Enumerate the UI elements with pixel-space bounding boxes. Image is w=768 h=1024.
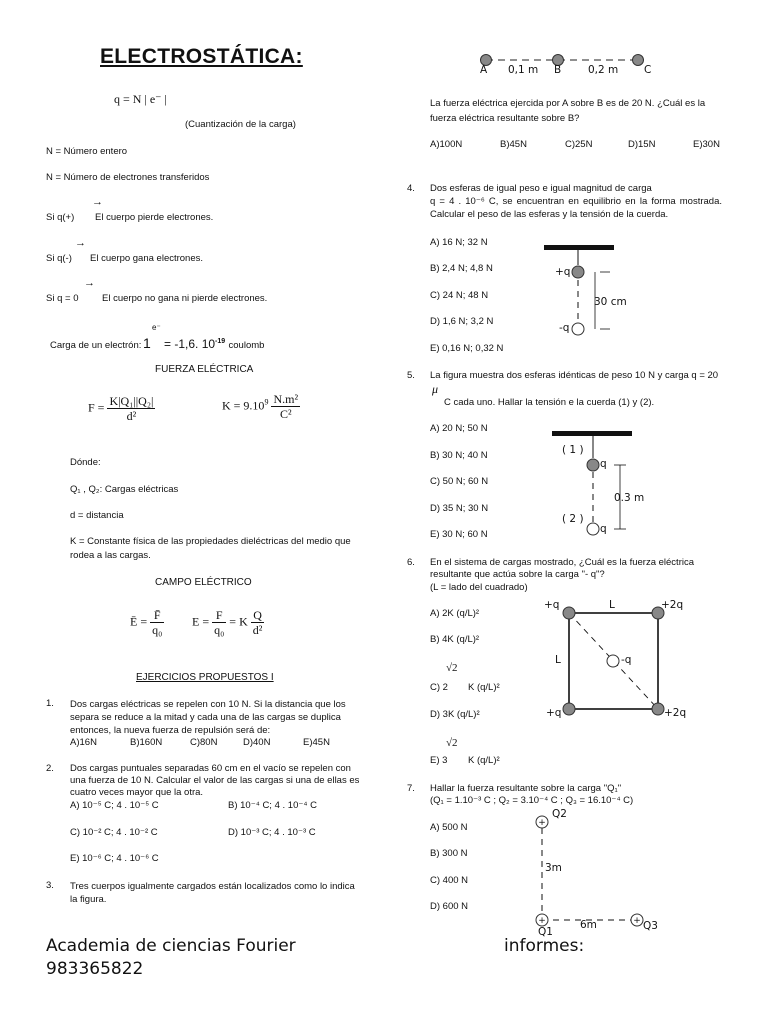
label-horizontal: 6m (580, 919, 597, 931)
label-q2: Q2 (552, 808, 567, 820)
label-bl: +q (546, 707, 562, 719)
problem-number: 3. (46, 880, 54, 891)
label-distance: 0.3 m (614, 492, 645, 504)
e2-numerator-2: Q (251, 608, 265, 623)
donde-k: K = Constante física de las propiedades dieléctricas del medio que rodea a las cargas. (70, 536, 351, 561)
def-n-electrones: N = Número de electrones transferidos (46, 172, 210, 183)
donde-label: Dónde: (70, 457, 101, 468)
option: D) 600 N (430, 901, 469, 912)
option: E) 0,16 N; 0,32 N (430, 343, 504, 354)
option-e: E) 10⁻⁶ C; 4 . 10⁻⁶ C (70, 853, 159, 864)
campo-heading: CAMPO ELÉCTRICO (155, 577, 252, 588)
case-text: El cuerpo no gana ni pierde electrones. (102, 293, 268, 304)
k-lhs: K = 9.10 (222, 398, 265, 413)
option-a: A) 10⁻⁵ C; 4 . 10⁻⁵ C (70, 800, 159, 811)
option: A) 20 N; 50 N (430, 423, 488, 434)
problem-text: q = 4 . 10⁻⁶ C, se encuentran en equilibrio en la forma mostrada. Calcular el peso de las esferas y la tensión de la cuerda. (430, 196, 722, 220)
field-formula-vector (130, 608, 164, 638)
option: C) 400 N (430, 875, 469, 886)
k-exp: 9 (264, 397, 269, 407)
label-distance: 30 cm (594, 296, 627, 308)
label-q-lower: q (600, 523, 607, 535)
electron-label: Carga de un electrón: (50, 340, 142, 351)
f-lhs: F = (88, 400, 105, 415)
footer-academy: Academia de ciencias Fourier (46, 936, 296, 956)
label-side-top: L (609, 599, 615, 611)
svg-text:+: + (538, 818, 546, 828)
option: B) 2,4 N; 4,8 N (430, 263, 493, 274)
donde-d: d = distancia (70, 510, 124, 521)
option-c-unit: K (q/L)² (468, 682, 500, 693)
sqrt-symbol: √2 (446, 662, 458, 674)
problem-text: C cada uno. Hallar la tensión e la cuerda (1) y (2). (444, 397, 655, 408)
k-formula (222, 392, 300, 422)
charge-top-left (563, 607, 575, 619)
label-vertical: 3m (545, 862, 562, 874)
option-b: B) 10⁻⁴ C; 4 . 10⁻⁴ C (228, 800, 317, 811)
problem-number: 6. (407, 557, 415, 568)
option-c: C) 2 (430, 682, 448, 693)
sphere-lower (587, 523, 599, 535)
problem-text: Dos esferas de igual peso e igual magnitud de carga (430, 183, 652, 194)
arrow-icon: → (75, 237, 86, 249)
label-q1: Q1 (538, 926, 553, 938)
option: D)15N (628, 139, 656, 150)
charge-bottom-right (652, 703, 664, 715)
sqrt-symbol: √2 (446, 737, 458, 749)
label-a: A (480, 64, 488, 76)
problem-given: (Q₁ = 1.10⁻³ C ; Q₂ = 3.10⁻⁴ C ; Q₃ = 16.10⁻⁴ C) (430, 795, 634, 806)
problem-text: Dos cargas eléctricas se repelen con 10 N. Si la distancia que los separa se reduce a la mitad y cada una de las cargas se duplica entonces, la nueva fuerza de repulsión será de: (70, 699, 346, 736)
case-cond: Si q = 0 (46, 293, 79, 304)
problem-question: La fuerza eléctrica ejercida por A sobre B es de 20 N. ¿Cuál es la fuerza eléctrica resultante sobre B? (430, 98, 706, 124)
option: B)45N (500, 139, 527, 150)
electron-one: 1 (143, 335, 151, 351)
quantization-note: (Cuantización de la carga) (185, 119, 296, 130)
label-minus-q: -q (559, 322, 570, 334)
option-e-unit: K (q/L)² (468, 755, 500, 766)
problem-number: 5. (407, 370, 415, 381)
problem-note: (L = lado del cuadrado) (430, 582, 528, 593)
option-b: B) 4K (q/L)² (430, 634, 480, 645)
sphere-bottom (572, 323, 584, 335)
ejercicios-heading: EJERCICIOS PROPUESTOS I (136, 672, 274, 683)
option: D) 1,6 N; 3,2 N (430, 316, 494, 327)
donde-q: Q₁ , Q₂: Cargas eléctricas (70, 484, 179, 495)
option: B)160N (130, 737, 163, 748)
problem-text: En el sistema de cargas mostrado, ¿Cuál es la fuerza eléctrica resultante que actúa sobre la carga "- q"? (430, 557, 695, 580)
problem-number: 7. (407, 783, 415, 794)
k-numerator: N.m² (273, 392, 299, 406)
option: C) 50 N; 60 N (430, 476, 489, 487)
option: E)45N (303, 737, 330, 748)
case-cond: Si q(-) (46, 253, 72, 264)
label-plus-q: +q (555, 266, 571, 278)
option: C)80N (190, 737, 218, 748)
e2-mid: = K (229, 614, 248, 629)
fuerza-heading: FUERZA ELÉCTRICA (155, 364, 254, 375)
electron-value: = -1,6. 10 (164, 337, 216, 351)
option-e: E) 3 (430, 755, 448, 766)
label-tr: +2q (661, 599, 684, 611)
problem-text: Dos cargas puntuales separadas 60 cm en el vacío se repelen con una fuerza de 10 N. Calcular el valor de las cargas si una de ellas es cuatro veces mayor que la otra. (70, 763, 360, 798)
case-cond: Si q(+) (46, 212, 75, 223)
sphere-upper (587, 459, 599, 471)
e2-lhs: E = (192, 614, 210, 629)
option: A) 16 N; 32 N (430, 237, 488, 248)
e1-denominator: q₀ (152, 623, 163, 638)
mu-symbol: μ (432, 382, 439, 396)
coulomb-formula (88, 394, 155, 424)
e1-lhs: Ē = (130, 614, 148, 629)
quantization-formula: q = N | e⁻ | (114, 92, 167, 106)
label-d2: 0,2 m (588, 64, 619, 76)
problem-number: 1. (46, 698, 54, 709)
footer-phone: 983365822 (46, 959, 144, 979)
label-tension-1: ( 1 ) (562, 444, 584, 456)
page-title: ELECTROSTÁTICA: (100, 45, 303, 68)
f-numerator: K|Q₁||Q₂| (109, 394, 154, 408)
problem-text: Hallar la fuerza resultante sobre la carga "Q₁" (430, 783, 622, 794)
charge-bottom-left (563, 703, 575, 715)
label-q3: Q3 (643, 920, 658, 932)
label-tl: +q (544, 599, 560, 611)
arrow-icon: → (84, 277, 95, 289)
sphere-top (572, 266, 584, 278)
charge-c (633, 55, 644, 66)
option-c: C) 10⁻² C; 4 . 10⁻² C (70, 827, 158, 838)
label-b: B (554, 64, 562, 76)
e2-denominator-2: d² (252, 623, 263, 638)
label-center: -q (621, 654, 632, 666)
electron-symbol: e⁻ (152, 323, 161, 332)
option: A)100N (430, 139, 463, 150)
svg-text:+: + (633, 916, 641, 926)
def-n-entero: N = Número entero (46, 146, 128, 157)
problem-text: Tres cuerpos igualmente cargados están localizados como lo indica la figura. (70, 881, 355, 905)
equilibrium-figure (540, 242, 640, 342)
problem-number: 4. (407, 183, 415, 194)
footer-informes: informes: (504, 936, 585, 956)
label-br: +2q (664, 707, 687, 719)
e1-numerator: F̄ (150, 608, 164, 623)
three-charges-figure (474, 50, 654, 80)
option: E) 30 N; 60 N (430, 529, 488, 540)
option: B) 300 N (430, 848, 468, 859)
svg-text:+: + (538, 916, 546, 926)
option: C) 24 N; 48 N (430, 290, 489, 301)
option: C)25N (565, 139, 593, 150)
case-text: El cuerpo gana electrones. (90, 253, 204, 264)
option-d: D) 10⁻³ C; 4 . 10⁻³ C (228, 827, 316, 838)
option: D)40N (243, 737, 271, 748)
case-text: El cuerpo pierde electrones. (95, 212, 214, 223)
electron-unit: coulomb (228, 340, 265, 351)
label-d1: 0,1 m (508, 64, 539, 76)
f-denominator: d² (126, 409, 137, 424)
electron-exponent: -19 (215, 338, 226, 345)
option: A)16N (70, 737, 97, 748)
field-formula (192, 608, 264, 638)
option-a: A) 2K (q/L)² (430, 608, 480, 619)
label-tension-2: ( 2 ) (562, 513, 584, 525)
arrow-icon: → (92, 196, 103, 208)
k-denominator: C² (279, 407, 292, 422)
e2-denominator: q₀ (214, 623, 225, 638)
problem-number: 2. (46, 763, 54, 774)
e2-numerator: F (212, 608, 226, 623)
label-q-upper: q (600, 458, 607, 470)
option: A) 500 N (430, 822, 468, 833)
option-d: D) 3K (q/L)² (430, 709, 480, 720)
charge-center (607, 655, 619, 667)
label-c: C (644, 64, 652, 76)
option: E)30N (693, 139, 720, 150)
label-side-left: L (555, 654, 561, 666)
square-charges-figure (560, 604, 670, 714)
option: B) 30 N; 40 N (430, 450, 488, 461)
problem-text: La figura muestra dos esferas idénticas de peso 10 N y carga q = 20 (430, 370, 719, 381)
option: D) 35 N; 30 N (430, 503, 489, 514)
